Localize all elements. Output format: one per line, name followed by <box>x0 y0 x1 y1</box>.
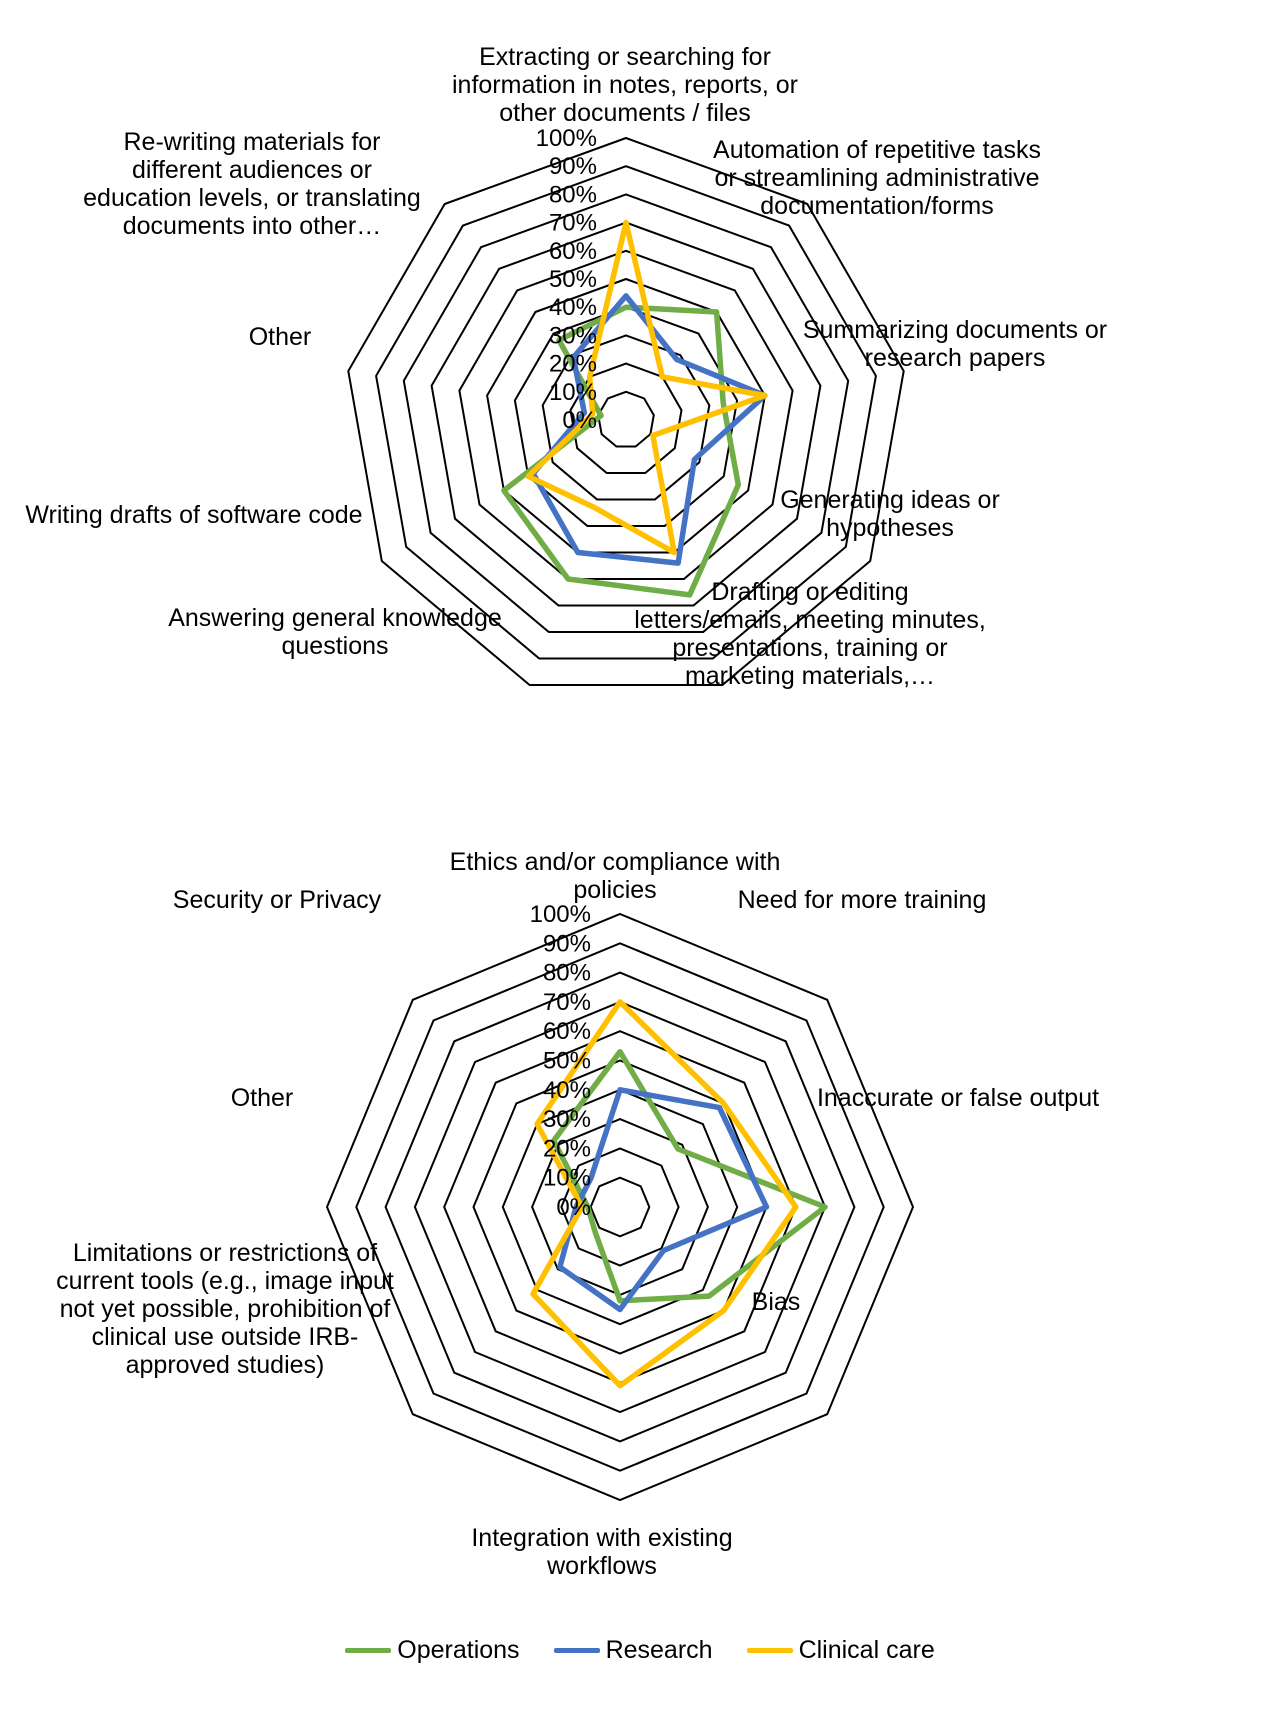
tick-label-50pct: 50% <box>548 266 597 293</box>
tick-label-10pct: 10% <box>548 378 597 406</box>
tick-label-70pct: 70% <box>542 988 591 1016</box>
axis-label-2-6: Limitations or restrictions of current tools (e.g., image input not yet possible, prohibition of clinical use outside IRB-approved studies) <box>56 1239 394 1379</box>
grid-ring-80 <box>386 973 855 1442</box>
tick-label-0pct: 0% <box>556 1194 591 1221</box>
tick-label-0pct: 0% <box>562 407 597 434</box>
axis-label-2-4: Bias <box>751 1288 801 1316</box>
legend-line-research <box>554 1648 600 1653</box>
legend-item-clinical-care <box>747 1636 935 1665</box>
axis-label-1-1: Extracting or searching for information in notes, reports, or other documents / files <box>452 43 798 127</box>
tick-label-60pct: 60% <box>548 237 597 265</box>
axis-label-2-2: Need for more training <box>737 886 987 914</box>
axis-label-1-7: Writing drafts of software code <box>25 501 363 529</box>
axis-label-2-7: Other <box>230 1084 294 1112</box>
tick-label-20pct: 20% <box>548 350 597 378</box>
grid-ring-10 <box>591 1178 650 1237</box>
axis-label-2-1: Ethics and/or compliance with policies <box>449 848 781 904</box>
tick-label-50pct: 50% <box>542 1047 591 1075</box>
legend-label-operations: Operations <box>397 1636 520 1664</box>
axis-label-1-4: Generating ideas or hypotheses <box>780 486 1000 542</box>
legend-item-operations <box>345 1636 519 1665</box>
grid-ring-90 <box>356 943 883 1470</box>
legend <box>0 1636 1280 1665</box>
legend-line-operations <box>345 1648 391 1653</box>
legend-item-research <box>554 1636 713 1665</box>
legend-line-clinical-care <box>747 1648 793 1653</box>
axis-label-2-3: Inaccurate or false output <box>816 1084 1100 1112</box>
grid-ring-10 <box>598 392 654 447</box>
legend-label-research: Research <box>605 1636 713 1664</box>
tick-label-40pct: 40% <box>548 294 597 322</box>
tick-label-40pct: 40% <box>542 1076 591 1104</box>
axis-label-2-5: Integration with existing workflows <box>471 1524 733 1580</box>
tick-label-100pct: 100% <box>529 901 591 928</box>
tick-label-10pct: 10% <box>542 1164 591 1192</box>
axis-label-1-5: Drafting or editing letters/emails, meeting minutes, presentations, training or marketing materials,… <box>634 578 986 690</box>
radar-chart-2 <box>56 848 1099 1580</box>
tick-label-30pct: 30% <box>548 322 597 350</box>
tick-label-80pct: 80% <box>548 181 597 209</box>
grid-ring-60 <box>444 1031 796 1383</box>
axis-label-1-3: Summarizing documents or research papers <box>802 316 1108 372</box>
axis-label-1-8: Other <box>248 323 312 351</box>
tick-label-80pct: 80% <box>542 959 591 987</box>
tick-label-100pct: 100% <box>535 125 597 152</box>
axis-label-1-6: Answering general knowledge questions <box>168 604 502 660</box>
tick-label-90pct: 90% <box>542 930 591 958</box>
tick-label-90pct: 90% <box>548 153 597 181</box>
axis-label-2-8: Security or Privacy <box>172 886 382 914</box>
legend-label-clinical-care: Clinical care <box>798 1636 935 1664</box>
tick-label-70pct: 70% <box>548 209 597 237</box>
tick-label-60pct: 60% <box>542 1018 591 1046</box>
tick-label-30pct: 30% <box>542 1106 591 1134</box>
grid-ring-80 <box>404 194 848 632</box>
axis-label-1-2: Automation of repetitive tasks or streamlining administrative documentation/forms <box>713 136 1041 220</box>
tick-label-20pct: 20% <box>542 1135 591 1163</box>
axis-label-1-9: Re-writing materials for different audiences or education levels, or translating documents into other… <box>83 128 421 240</box>
radar-chart-1 <box>25 43 1107 690</box>
